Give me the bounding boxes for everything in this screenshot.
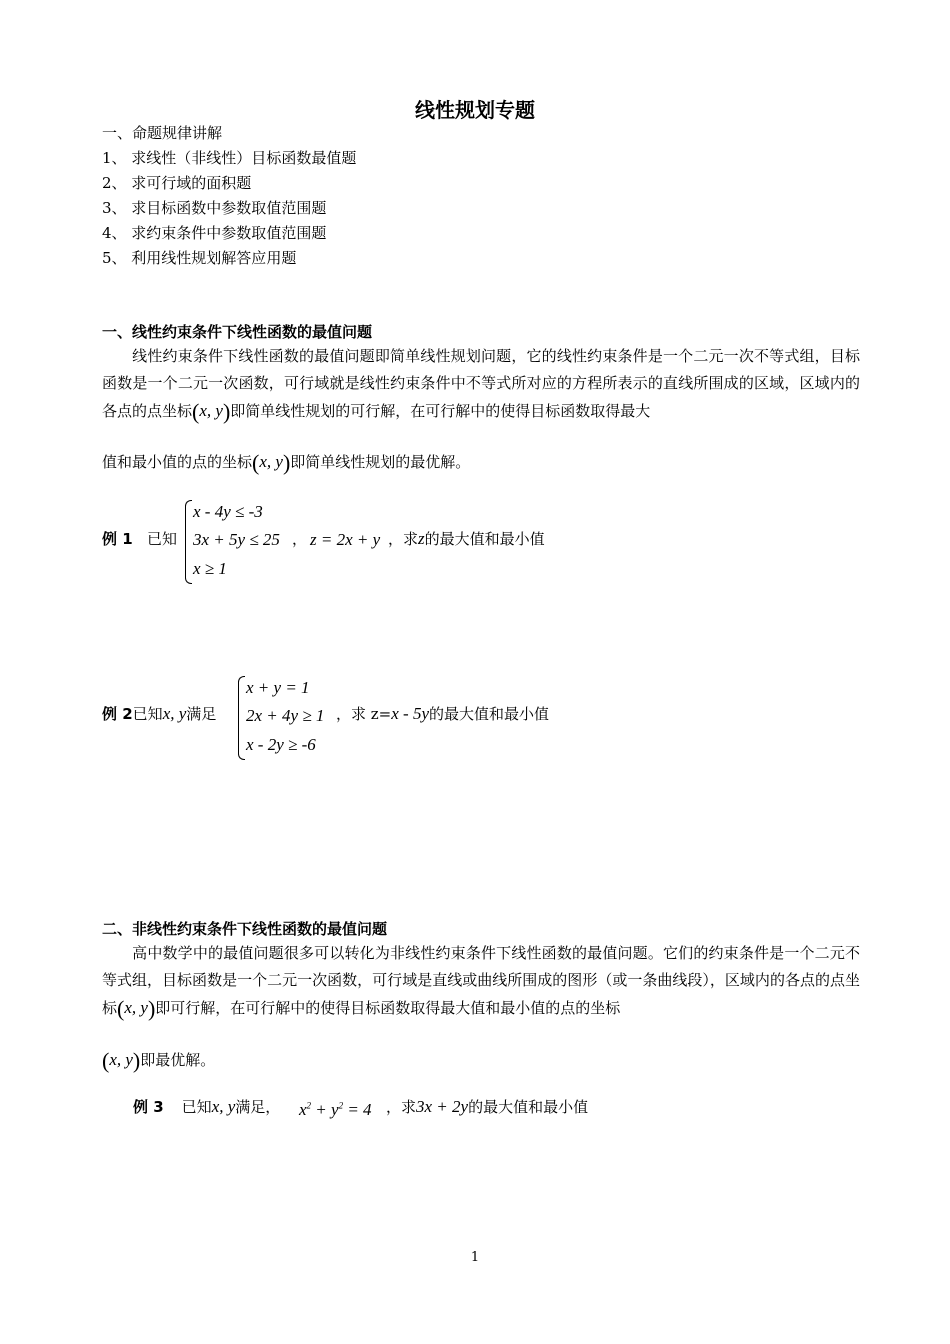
outline-item-5: 5、 利用线性规划解答应用题 [102,249,297,267]
section2-text-c: 即最优解。 [140,1051,216,1069]
outline-item-3: 3、 求目标函数中参数取值范围题 [102,199,327,217]
example1-objective: z = 2x + y [310,530,381,549]
section2-heading: 二、非线性约束条件下线性函数的最值问题 [102,920,388,938]
section2-paragraph [102,940,860,1022]
example3-constraint: $x^2 + y^2 = 4$ [299,1100,372,1119]
section1-paragraph-cont [102,448,860,476]
example1-constraint-1: x - 4y ≤ -3 [193,502,263,521]
section1-text-d: 即简单线性规划的最优解。 [290,453,471,471]
example3-ask: ，求3x + 2y的最大值和最小值 [386,1097,589,1116]
section2-text-a: 高中数学中的最值问题很多可以转化为非线性约束条件下线性函数的最值问题。它们的约束条件是一个二元不等式组，目标函数是一个二元一次函数，可行域是直线或曲线所围成的图形（或一条曲线段），区域内的各点的点坐标 [102,944,860,1017]
section1-text-a: 线性约束条件下线性函数的最值问题即简单线性规划问题，它的线性约束条件是一个二元一次不等式组，目标函数是一个二元一次函数，可行域就是线性约束条件中不等式所对应的方程所表示的直线所围成的区域，区域内的各点的点坐标 [102,347,860,420]
page-number: 1 [470,1250,480,1265]
example1-sep: ， [292,530,308,548]
section2-text-b: 即可行解，在可行解中的使得目标函数取得最大值和最小值的点的坐标 [155,999,621,1017]
example2-constraint-1: x + y = 1 [246,678,310,697]
example2-intro: 例 2已知x, y满足 [102,704,217,723]
xy-coordinate: (x, y) [117,996,156,1021]
example1-label: 例 1 [102,530,133,548]
section1-text-b: 即简单线性规划的可行解，在可行解中的使得目标函数取得最大 [230,402,651,420]
example2-brace [238,676,245,760]
example1-ask: ，求z的最大值和最小值 [388,529,545,548]
document-title: 线性规划专题 [415,98,535,122]
section1-heading: 一、线性约束条件下线性函数的最值问题 [102,323,373,341]
xy-coordinate: (x, y) [252,450,291,475]
section1-text-c: 值和最小值的点的坐标 [102,453,253,471]
example1-given: 已知 [147,530,178,548]
example2-constraint-3: x - 2y ≥ -6 [246,735,316,754]
xy-coordinate: (x, y) [102,1048,141,1073]
outline-item-4: 4、 求约束条件中参数取值范围题 [102,224,327,242]
outline-item-2: 2、 求可行域的面积题 [102,174,252,192]
section2-paragraph-cont [102,1046,860,1074]
section1-paragraph [102,343,860,425]
example3-intro: 例 3 已知x, y满足， [133,1097,281,1116]
outline-item-1: 1、 求线性（非线性）目标函数最值题 [102,149,357,167]
example1-brace [185,500,192,584]
example1-constraint-2: 3x + 5y ≤ 25 [193,530,280,549]
xy-coordinate: (x, y) [192,399,231,424]
example2-constraint-2: 2x + 4y ≥ 1 [246,706,325,725]
example2-ask: ，求 z=x - 5y的最大值和最小值 [336,704,550,723]
example1-constraint-3: x ≥ 1 [193,559,227,578]
outline-heading: 一、命题规律讲解 [102,124,223,142]
